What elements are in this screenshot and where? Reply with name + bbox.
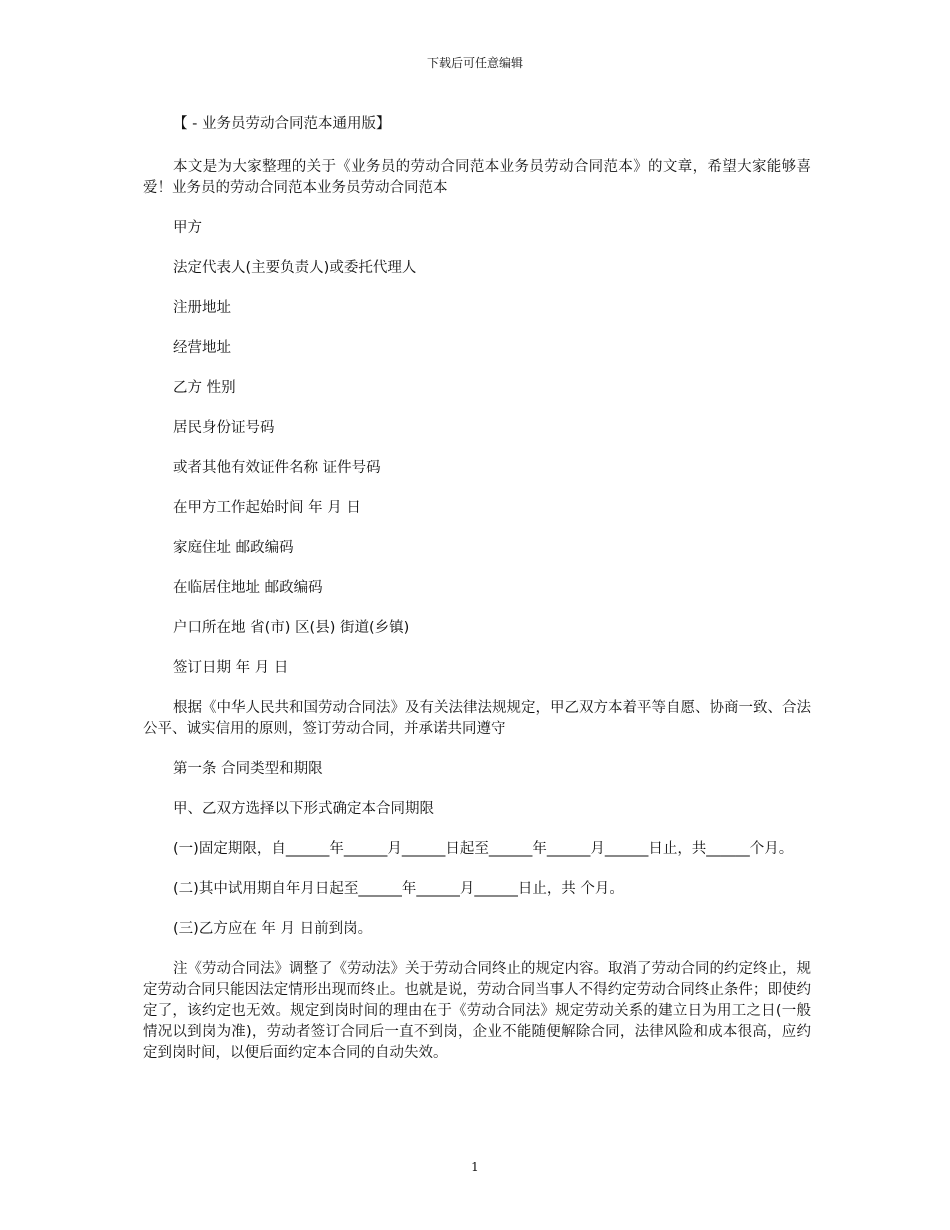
probation-clause: (二)其中试用期自年月日起至______年______月______日止，共 个月。 — [173, 881, 624, 897]
page-number: 1 — [471, 1160, 479, 1174]
home-address-line: 家庭住址 邮政编码 — [173, 540, 294, 556]
signing-date-line: 签订日期 年 月 日 — [173, 660, 289, 676]
header-note: 下载后可任意编辑 — [426, 56, 523, 70]
article-one-heading: 第一条 合同类型和期限 — [173, 761, 323, 777]
legal-basis-paragraph: 根据《中华人民共和国劳动合同法》及有关法律法规规定，甲乙双方本着平等自愿、协商一致、合法公平、诚实信用的原则，签订劳动合同，并承诺共同遵守 — [143, 700, 811, 737]
party-a-line: 甲方 — [173, 220, 202, 236]
document-body — [143, 114, 811, 1083]
registered-address-line: 注册地址 — [173, 300, 231, 316]
party-b-gender-line: 乙方 性别 — [173, 380, 236, 396]
term-selection-line: 甲、乙双方选择以下形式确定本合同期限 — [173, 801, 434, 817]
temporary-address-line: 在临居住地址 邮政编码 — [173, 580, 323, 596]
start-date-line: 在甲方工作起始时间 年 月 日 — [173, 500, 361, 516]
business-address-line: 经营地址 — [173, 340, 231, 356]
legal-representative-line: 法定代表人(主要负责人)或委托代理人 — [173, 260, 417, 276]
fixed-term-clause: (一)固定期限，自______年______月______日起至______年______月______日止，共______个月。 — [173, 841, 794, 857]
note-paragraph: 注《劳动合同法》调整了《劳动法》关于劳动合同终止的规定内容。取消了劳动合同的约定终止，规定劳动合同只能因法定情形出现而终止。也就是说，劳动合同当事人不得约定劳动合同终止条件；即使约定了，该约定也无效。规定到岗时间的理由在于《劳动合同法》规定劳动关系的建立日为用工之日(一般情况以到岗为准)，劳动者签订合同后一直不到岗，企业不能随便解除合同，法律风险和成本很高，应约定到岗时间，以便后面约定本合同的自动失效。 — [143, 961, 811, 1061]
intro-paragraph: 本文是为大家整理的关于《业务员的劳动合同范本业务员劳动合同范本》的文章，希望大家能够喜爱！业务员的劳动合同范本业务员劳动合同范本 — [143, 159, 811, 196]
document-title: 【 - 业务员劳动合同范本通用版】 — [173, 116, 391, 132]
household-registration-line: 户口所在地 省(市) 区(县) 街道(乡镇) — [173, 620, 410, 636]
other-certificate-line: 或者其他有效证件名称 证件号码 — [173, 460, 381, 476]
id-number-line: 居民身份证号码 — [173, 420, 275, 436]
report-date-clause: (三)乙方应在 年 月 日前到岗。 — [173, 921, 373, 937]
